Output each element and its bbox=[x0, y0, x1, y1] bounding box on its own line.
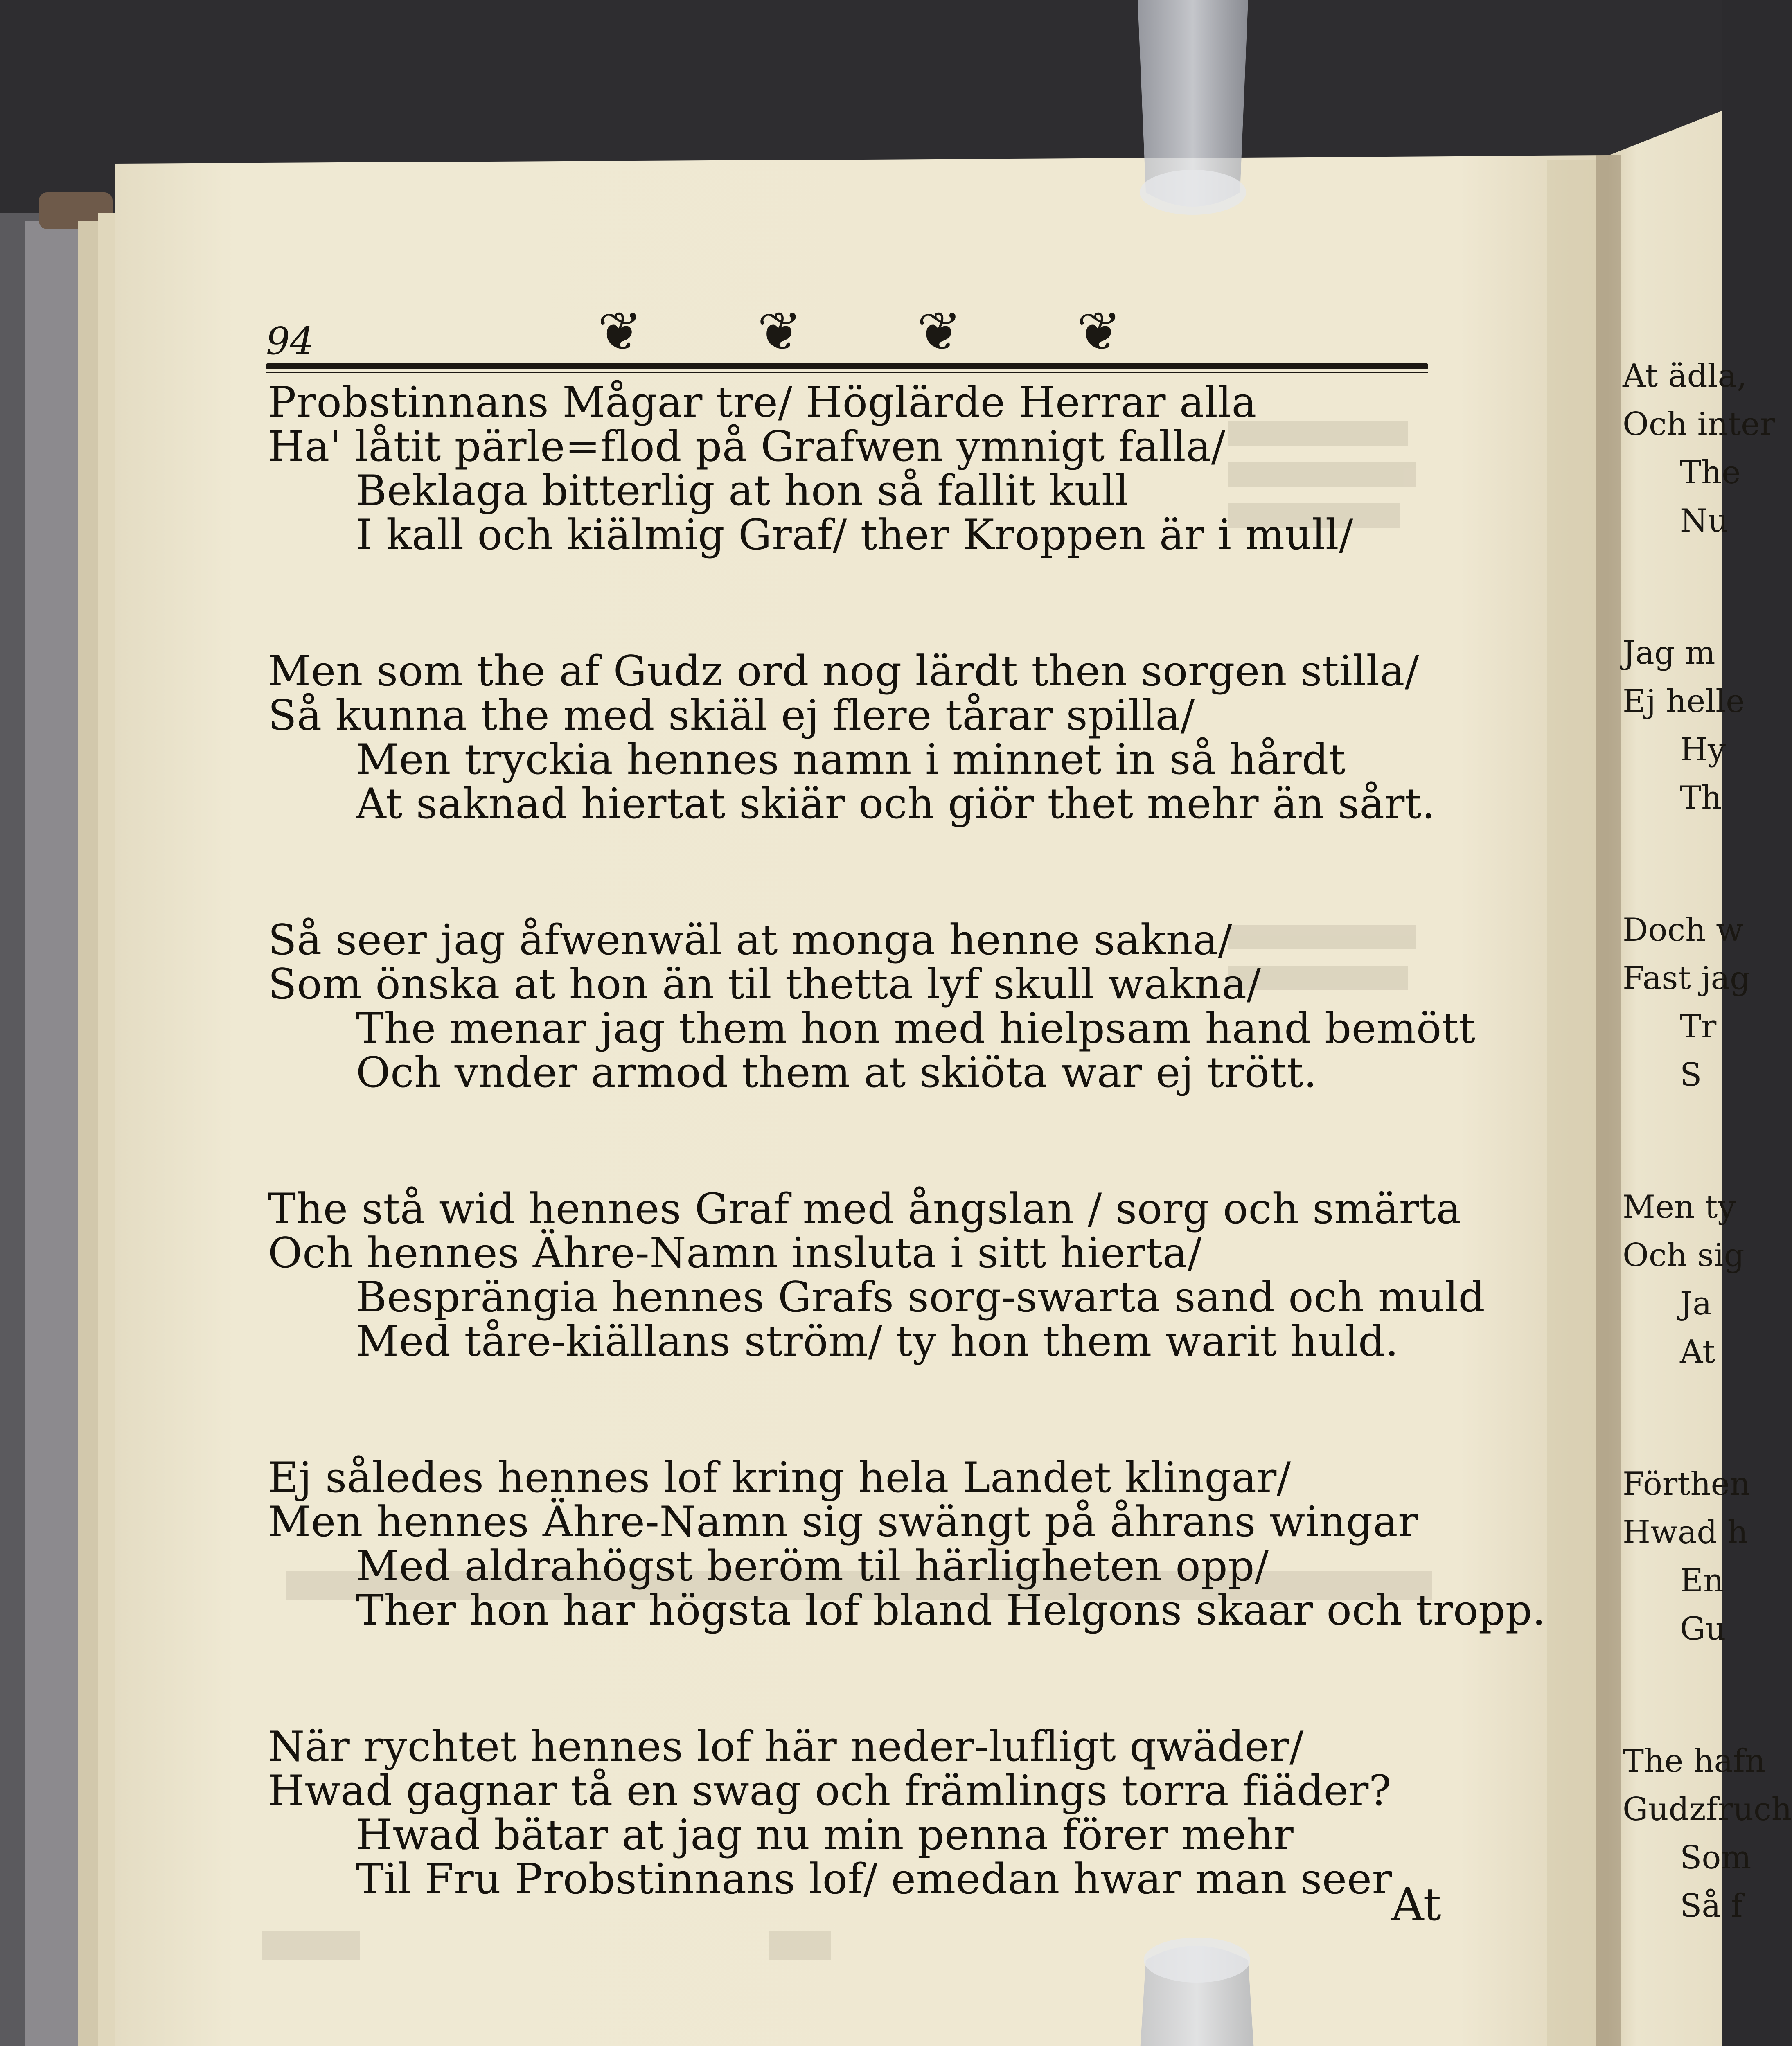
fragment-line: The hafn bbox=[1623, 1743, 1766, 1780]
stanza bbox=[268, 1453, 1546, 1635]
fragment-line: Doch w bbox=[1623, 912, 1743, 949]
verse-line: Ha' låtit pärle=flod på Grafwen ymnigt falla/ bbox=[268, 422, 1226, 471]
fragment-line: Hwad h bbox=[1623, 1514, 1748, 1551]
fragment-line: At bbox=[1680, 1334, 1715, 1370]
verse-line: The stå wid hennes Graf med ångslan / sorg och smärta bbox=[268, 1185, 1461, 1233]
fragment-line: Ja bbox=[1680, 1285, 1712, 1322]
verse-line: Ther hon har högsta lof bland Helgons skaar och tropp. bbox=[356, 1586, 1546, 1635]
fragment-line: Och sig bbox=[1623, 1237, 1745, 1274]
verse-line: Probstinnans Mågar tre/ Höglärde Herrar alla bbox=[268, 378, 1257, 427]
fragment-line: S bbox=[1680, 1057, 1702, 1093]
fragment-line: Fast jag bbox=[1623, 960, 1751, 997]
verse-line: Beklaga bitterlig at hon så fallit kull bbox=[356, 466, 1129, 515]
right-page-fragment bbox=[1623, 352, 1792, 1930]
verse-line: The menar jag them hon med hielpsam hand bemött bbox=[356, 1004, 1476, 1053]
fragment-line: Så f bbox=[1680, 1888, 1743, 1924]
header-rule-thin bbox=[266, 372, 1428, 373]
fragment-line: Gudzfruch bbox=[1623, 1791, 1792, 1828]
ornament-flower-icon: ❦ bbox=[597, 300, 642, 363]
fragment-line: Förthen bbox=[1623, 1466, 1751, 1503]
fragment-line: Jag m bbox=[1623, 635, 1715, 671]
verse-line: I kall och kiälmig Graf/ ther Kroppen är i mull/ bbox=[356, 511, 1353, 559]
fragment-line: At ädla, bbox=[1623, 358, 1747, 394]
verse-line: Med aldrahögst beröm til härligheten opp/ bbox=[356, 1542, 1269, 1591]
verse-line: Med tåre-kiällans ström/ ty hon them warit huld. bbox=[356, 1317, 1399, 1366]
ornament-flower-icon: ❦ bbox=[917, 300, 962, 363]
header-rule bbox=[266, 363, 1428, 369]
fragment-line: Och inter bbox=[1623, 406, 1775, 443]
fragment-line: The bbox=[1680, 454, 1741, 491]
fragment-line: Tr bbox=[1680, 1008, 1717, 1045]
verse-line: Som önska at hon än til thetta lyf skull wakna/ bbox=[268, 960, 1261, 1009]
fragment-line: Hy bbox=[1680, 731, 1726, 768]
page-number: 94 bbox=[266, 319, 314, 363]
catchword: At bbox=[1391, 1878, 1441, 1931]
fragment-line: Som bbox=[1680, 1839, 1751, 1876]
verse-line: Hwad bätar at jag nu min penna förer mehr bbox=[356, 1811, 1294, 1859]
fragment-line: Gu bbox=[1680, 1611, 1726, 1647]
fragment-line: En bbox=[1680, 1562, 1724, 1599]
fragment-line: Th bbox=[1680, 780, 1722, 816]
verse-line: At saknad hiertat skiär och giör thet mehr än sårt. bbox=[356, 780, 1436, 828]
verse-line: Ej således hennes lof kring hela Landet klingar/ bbox=[268, 1453, 1291, 1502]
poem-body bbox=[268, 378, 1546, 1994]
verse-line: Besprängia hennes Grafs sorg-swarta sand och muld bbox=[356, 1273, 1485, 1322]
ornament-flower-icon: ❦ bbox=[757, 300, 802, 363]
verse-line: Men hennes Ähre-Namn sig swängt på åhrans wingar bbox=[268, 1498, 1418, 1546]
verse-line: Och hennes Ähre-Namn insluta i sitt hierta/ bbox=[268, 1229, 1202, 1278]
verse-line: När rychtet hennes lof här neder-lufligt qwäder/ bbox=[268, 1722, 1304, 1771]
stanza bbox=[268, 1722, 1455, 1904]
fragment-line: Ej helle bbox=[1623, 683, 1745, 720]
verse-line: Men som the af Gudz ord nog lärdt then sorgen stilla/ bbox=[268, 647, 1419, 696]
stanza bbox=[268, 649, 1455, 826]
verse-line: Til Fru Probstinnans lof/ emedan hwar man seer bbox=[356, 1855, 1392, 1904]
stanza bbox=[268, 378, 1455, 559]
verse-line: Och vnder armod them at skiöta war ej trött. bbox=[356, 1048, 1317, 1097]
verse-line: Men tryckia hennes namn i minnet in så hårdt bbox=[356, 735, 1346, 784]
stanza bbox=[268, 1185, 1485, 1366]
stanza bbox=[268, 916, 1476, 1097]
verse-line: Så kunna the med skiäl ej flere tårar spilla/ bbox=[268, 691, 1195, 740]
fragment-line: Men ty bbox=[1623, 1189, 1736, 1226]
ornament-flower-icon: ❦ bbox=[1077, 300, 1121, 363]
header-ornaments bbox=[597, 300, 1121, 363]
verse-line: Hwad gagnar tå en swag och främlings torra fiäder? bbox=[268, 1767, 1391, 1815]
fragment-line: Nu bbox=[1680, 502, 1729, 539]
verse-line: Så seer jag åfwenwäl at monga henne sakna/ bbox=[268, 916, 1233, 964]
